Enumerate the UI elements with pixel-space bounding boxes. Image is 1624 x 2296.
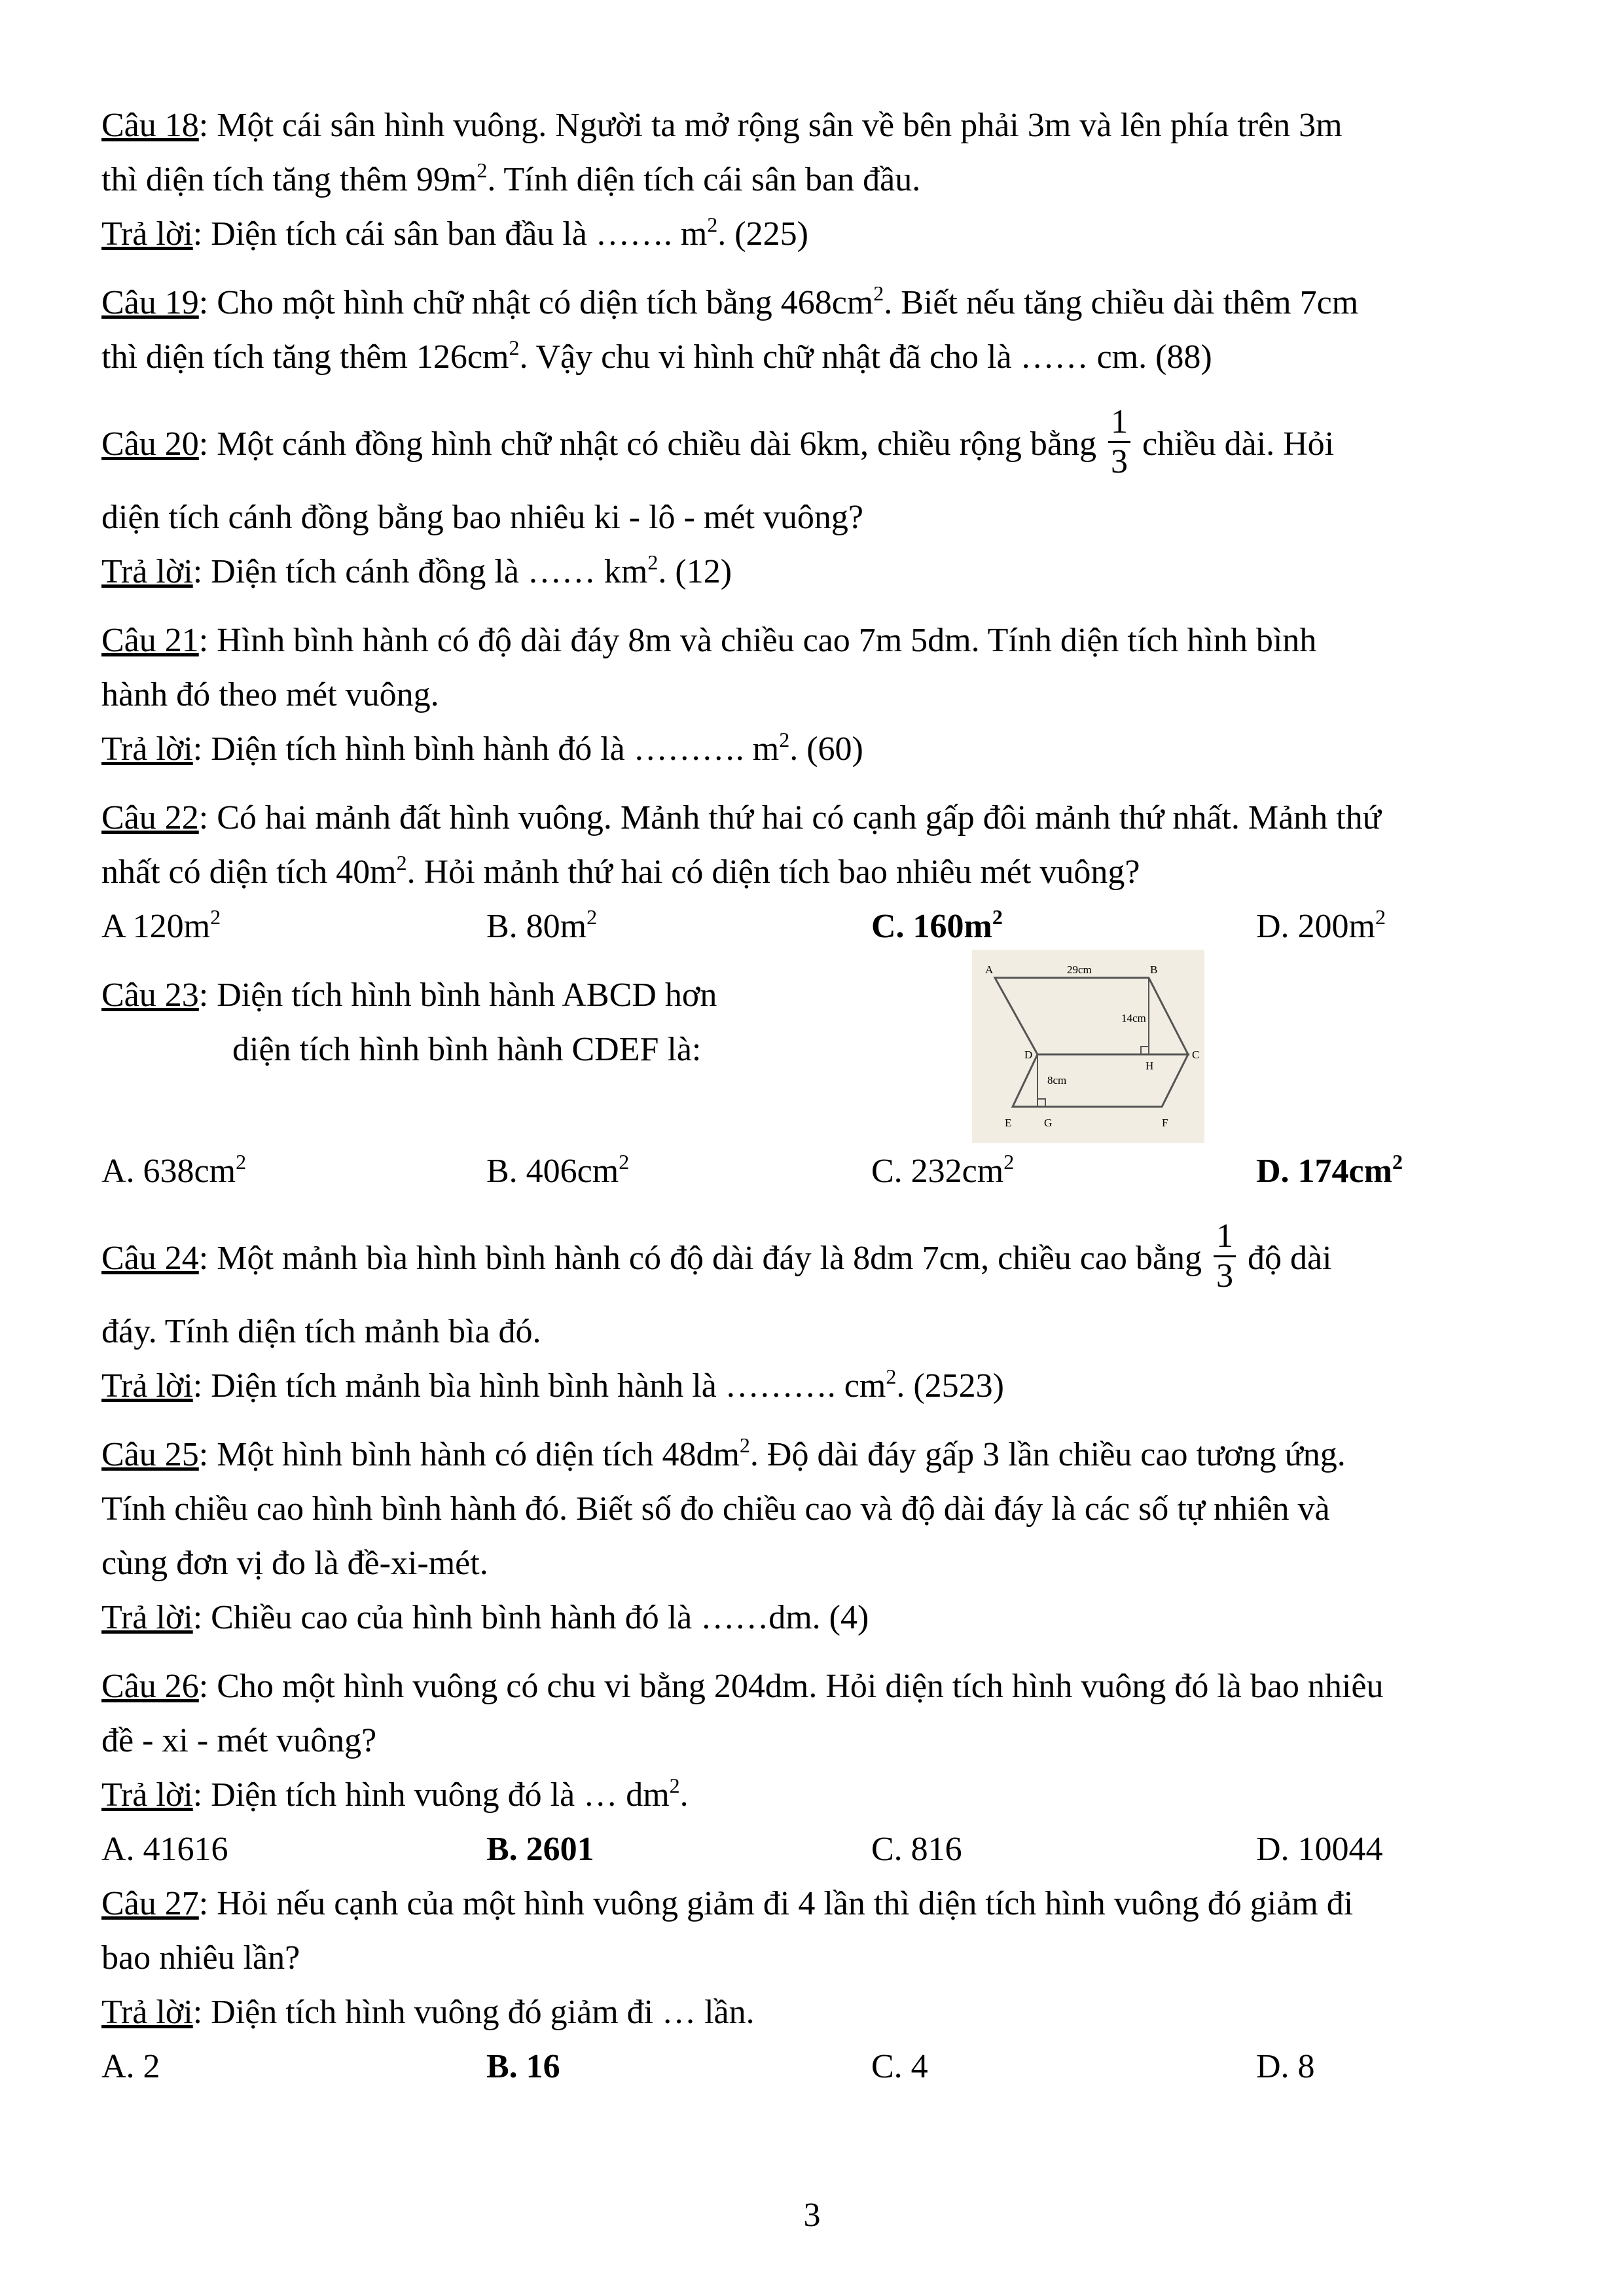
option-a[interactable]: A. $638cm^2$ [101, 1150, 247, 1190]
option-b[interactable]: B. $80m^2$ [486, 905, 598, 945]
q22-text: . Hỏi mảnh thứ hai có diện tích bao nhiêu mét vuông? [406, 853, 1140, 891]
answer-label: Trả lời [101, 215, 193, 253]
q25-text: Tính chiều cao hình bình hành đó. Biết số đo chiều cao và độ dài đáy là các số tự nhiên và [101, 1490, 1330, 1528]
q22-label: Câu 22 [101, 799, 199, 836]
superscript: 2 [396, 851, 407, 874]
right-angle-h [1141, 1047, 1149, 1054]
point-e: E [1005, 1117, 1012, 1129]
point-d: D [1024, 1049, 1033, 1061]
question-24 [101, 1213, 1555, 1413]
q26-label: Câu 26 [101, 1668, 199, 1705]
fraction [1214, 1217, 1236, 1295]
option-c-correct[interactable]: C. $160m^2$ [871, 905, 1003, 945]
fraction-denominator: 3 [1216, 1257, 1233, 1295]
q26-answer: : Diện tích hình vuông đó là … dm [192, 1776, 670, 1814]
superscript: 2 [779, 728, 790, 751]
q24-text: : Một mảnh bìa hình bình hành có độ dài đáy là 8dm 7cm, chiều cao bằng [198, 1240, 1202, 1277]
q21-answer: : Diện tích hình bình hành đó là ………. m [192, 730, 780, 768]
superscript: 2 [647, 550, 659, 574]
q27-answer: : Diện tích hình vuông đó giảm đi … lần. [192, 1994, 755, 2031]
q18-answer: . (225) [717, 215, 808, 253]
q18-text: : Một cái sân hình vuông. Người ta mở rộng sân về bên phải 3m và lên phía trên 3m [198, 107, 1343, 144]
question-22 [101, 791, 1555, 954]
q26-options [101, 1822, 1555, 1876]
q19-text: thì diện tích tăng thêm 126cm [101, 338, 509, 376]
q18-label: Câu 18 [101, 107, 199, 144]
right-angle-g [1038, 1099, 1045, 1107]
q22-text: nhất có diện tích 40m [101, 853, 397, 891]
answer-label: Trả lời [101, 730, 193, 768]
point-c: C [1192, 1049, 1200, 1061]
question-25 [101, 1427, 1555, 1645]
q21-label: Câu 21 [101, 622, 199, 659]
q23-label: Câu 23 [101, 977, 199, 1014]
q24-answer: . (2523) [896, 1367, 1004, 1405]
q27-options [101, 2039, 1555, 2094]
q20-answer: . (12) [658, 553, 732, 590]
length-ab: 29cm [1067, 963, 1092, 976]
superscript: 2 [739, 1433, 750, 1457]
fraction-numerator: 1 [1108, 403, 1130, 443]
superscript: 2 [669, 1774, 680, 1797]
question-21 [101, 613, 1555, 776]
page-number: 3 [803, 2197, 821, 2234]
q25-text: . Độ dài đáy gấp 3 lần chiều cao tương ứng. [749, 1436, 1346, 1473]
q27-text: bao nhiêu lần? [101, 1939, 300, 1977]
question-23 [101, 963, 1555, 1198]
question-18 [101, 98, 1555, 261]
option-c[interactable]: C. 4 [871, 2048, 928, 2085]
option-b[interactable]: B. $406cm^2$ [486, 1150, 630, 1190]
q27-label: Câu 27 [101, 1885, 199, 1922]
q26-text: đề - xi - mét vuông? [101, 1722, 377, 1759]
option-d-correct[interactable]: D. $174cm^2$ [1256, 1150, 1403, 1190]
q18-text: thì diện tích tăng thêm 99m [101, 161, 477, 198]
answer-label: Trả lời [101, 1367, 193, 1405]
answer-label: Trả lời [101, 1994, 193, 2031]
q23-text: : Diện tích hình bình hành ABCD hơn [198, 977, 717, 1014]
q20-answer: : Diện tích cánh đồng là …… km [192, 553, 648, 590]
answer-label: Trả lời [101, 1776, 193, 1814]
fraction-denominator: 3 [1110, 442, 1128, 480]
q19-text: . Biết nếu tăng chiều dài thêm 7cm [884, 284, 1359, 321]
point-f: F [1162, 1117, 1168, 1129]
superscript: 2 [477, 158, 488, 182]
question-19 [101, 276, 1555, 384]
q19-label: Câu 19 [101, 284, 199, 321]
q26-text: : Cho một hình vuông có chu vi bằng 204dm. Hỏi diện tích hình vuông đó là bao nhiêu [198, 1668, 1384, 1705]
point-b: B [1150, 963, 1158, 976]
q19-text: : Cho một hình chữ nhật có diện tích bằng 468cm [198, 284, 874, 321]
point-h: H [1146, 1060, 1154, 1072]
fraction [1108, 403, 1130, 481]
option-a[interactable]: A. 2 [101, 2048, 160, 2085]
q20-text: chiều dài. Hỏi [1142, 425, 1335, 463]
option-b-correct[interactable]: B. 16 [486, 2048, 560, 2085]
q18-answer: : Diện tích cái sân ban đầu là ……. m [192, 215, 708, 253]
q25-text: cùng đơn vị đo là đề-xi-mét. [101, 1545, 488, 1582]
option-d[interactable]: D. $200m^2$ [1256, 905, 1386, 945]
option-d[interactable]: D. 8 [1256, 2048, 1315, 2085]
parallelogram-figure [972, 950, 1204, 1143]
q23-options [101, 1144, 1555, 1198]
option-d[interactable]: D. 10044 [1256, 1831, 1383, 1868]
question-27 [101, 1876, 1555, 2094]
q24-label: Câu 24 [101, 1240, 199, 1277]
q20-label: Câu 20 [101, 425, 199, 463]
superscript: 2 [873, 281, 884, 305]
fraction-numerator: 1 [1214, 1217, 1236, 1257]
point-a: A [985, 963, 994, 976]
option-c[interactable]: C. $232cm^2$ [871, 1150, 1015, 1190]
worksheet-page [101, 98, 1555, 2094]
question-26 [101, 1659, 1555, 1876]
superscript: 2 [509, 336, 520, 359]
q21-text: hành đó theo mét vuông. [101, 676, 439, 713]
q22-options [101, 899, 1555, 954]
q21-text: : Hình bình hành có độ dài đáy 8m và chiều cao 7m 5dm. Tính diện tích hình bình [198, 622, 1317, 659]
q25-answer: : Chiều cao của hình bình hành đó là ……dm. (4) [192, 1599, 869, 1636]
q18-text: . Tính diện tích cái sân ban đầu. [487, 161, 921, 198]
q20-text: : Một cánh đồng hình chữ nhật có chiều dài 6km, chiều rộng bằng [198, 425, 1096, 463]
answer-label: Trả lời [101, 1599, 193, 1636]
superscript: 2 [886, 1365, 897, 1388]
option-c[interactable]: C. 816 [871, 1831, 962, 1868]
q27-text: : Hỏi nếu cạnh của một hình vuông giảm đi 4 lần thì diện tích hình vuông đó giảm đi [198, 1885, 1354, 1922]
length-bh: 14cm [1121, 1012, 1146, 1024]
q22-text: : Có hai mảnh đất hình vuông. Mảnh thứ hai có cạnh gấp đôi mảnh thứ nhất. Mảnh thứ [198, 799, 1381, 836]
q24-text: đáy. Tính diện tích mảnh bìa đó. [101, 1313, 541, 1350]
q19-text: . Vậy chu vi hình chữ nhật đã cho là …… cm. (88) [519, 338, 1212, 376]
q25-label: Câu 25 [101, 1436, 199, 1473]
q23-text: diện tích hình bình hành CDEF là: [232, 1031, 702, 1068]
q26-answer: . [679, 1776, 689, 1814]
question-20 [101, 399, 1555, 599]
q25-text: : Một hình bình hành có diện tích 48dm [198, 1436, 740, 1473]
option-a[interactable]: A $120m^2$ [101, 905, 221, 945]
q21-answer: . (60) [789, 730, 863, 768]
point-g: G [1044, 1117, 1053, 1129]
q24-answer: : Diện tích mảnh bìa hình bình hành là ………. cm [192, 1367, 886, 1405]
q24-text: độ dài [1247, 1240, 1332, 1277]
superscript: 2 [707, 213, 718, 236]
length-dg: 8cm [1047, 1074, 1067, 1086]
parallelogram-abcd [995, 978, 1188, 1054]
answer-label: Trả lời [101, 553, 193, 590]
option-b-correct[interactable]: B. 2601 [486, 1831, 594, 1868]
option-a[interactable]: A. 41616 [101, 1831, 228, 1868]
q20-text: diện tích cánh đồng bằng bao nhiêu ki - lô - mét vuông? [101, 499, 863, 536]
